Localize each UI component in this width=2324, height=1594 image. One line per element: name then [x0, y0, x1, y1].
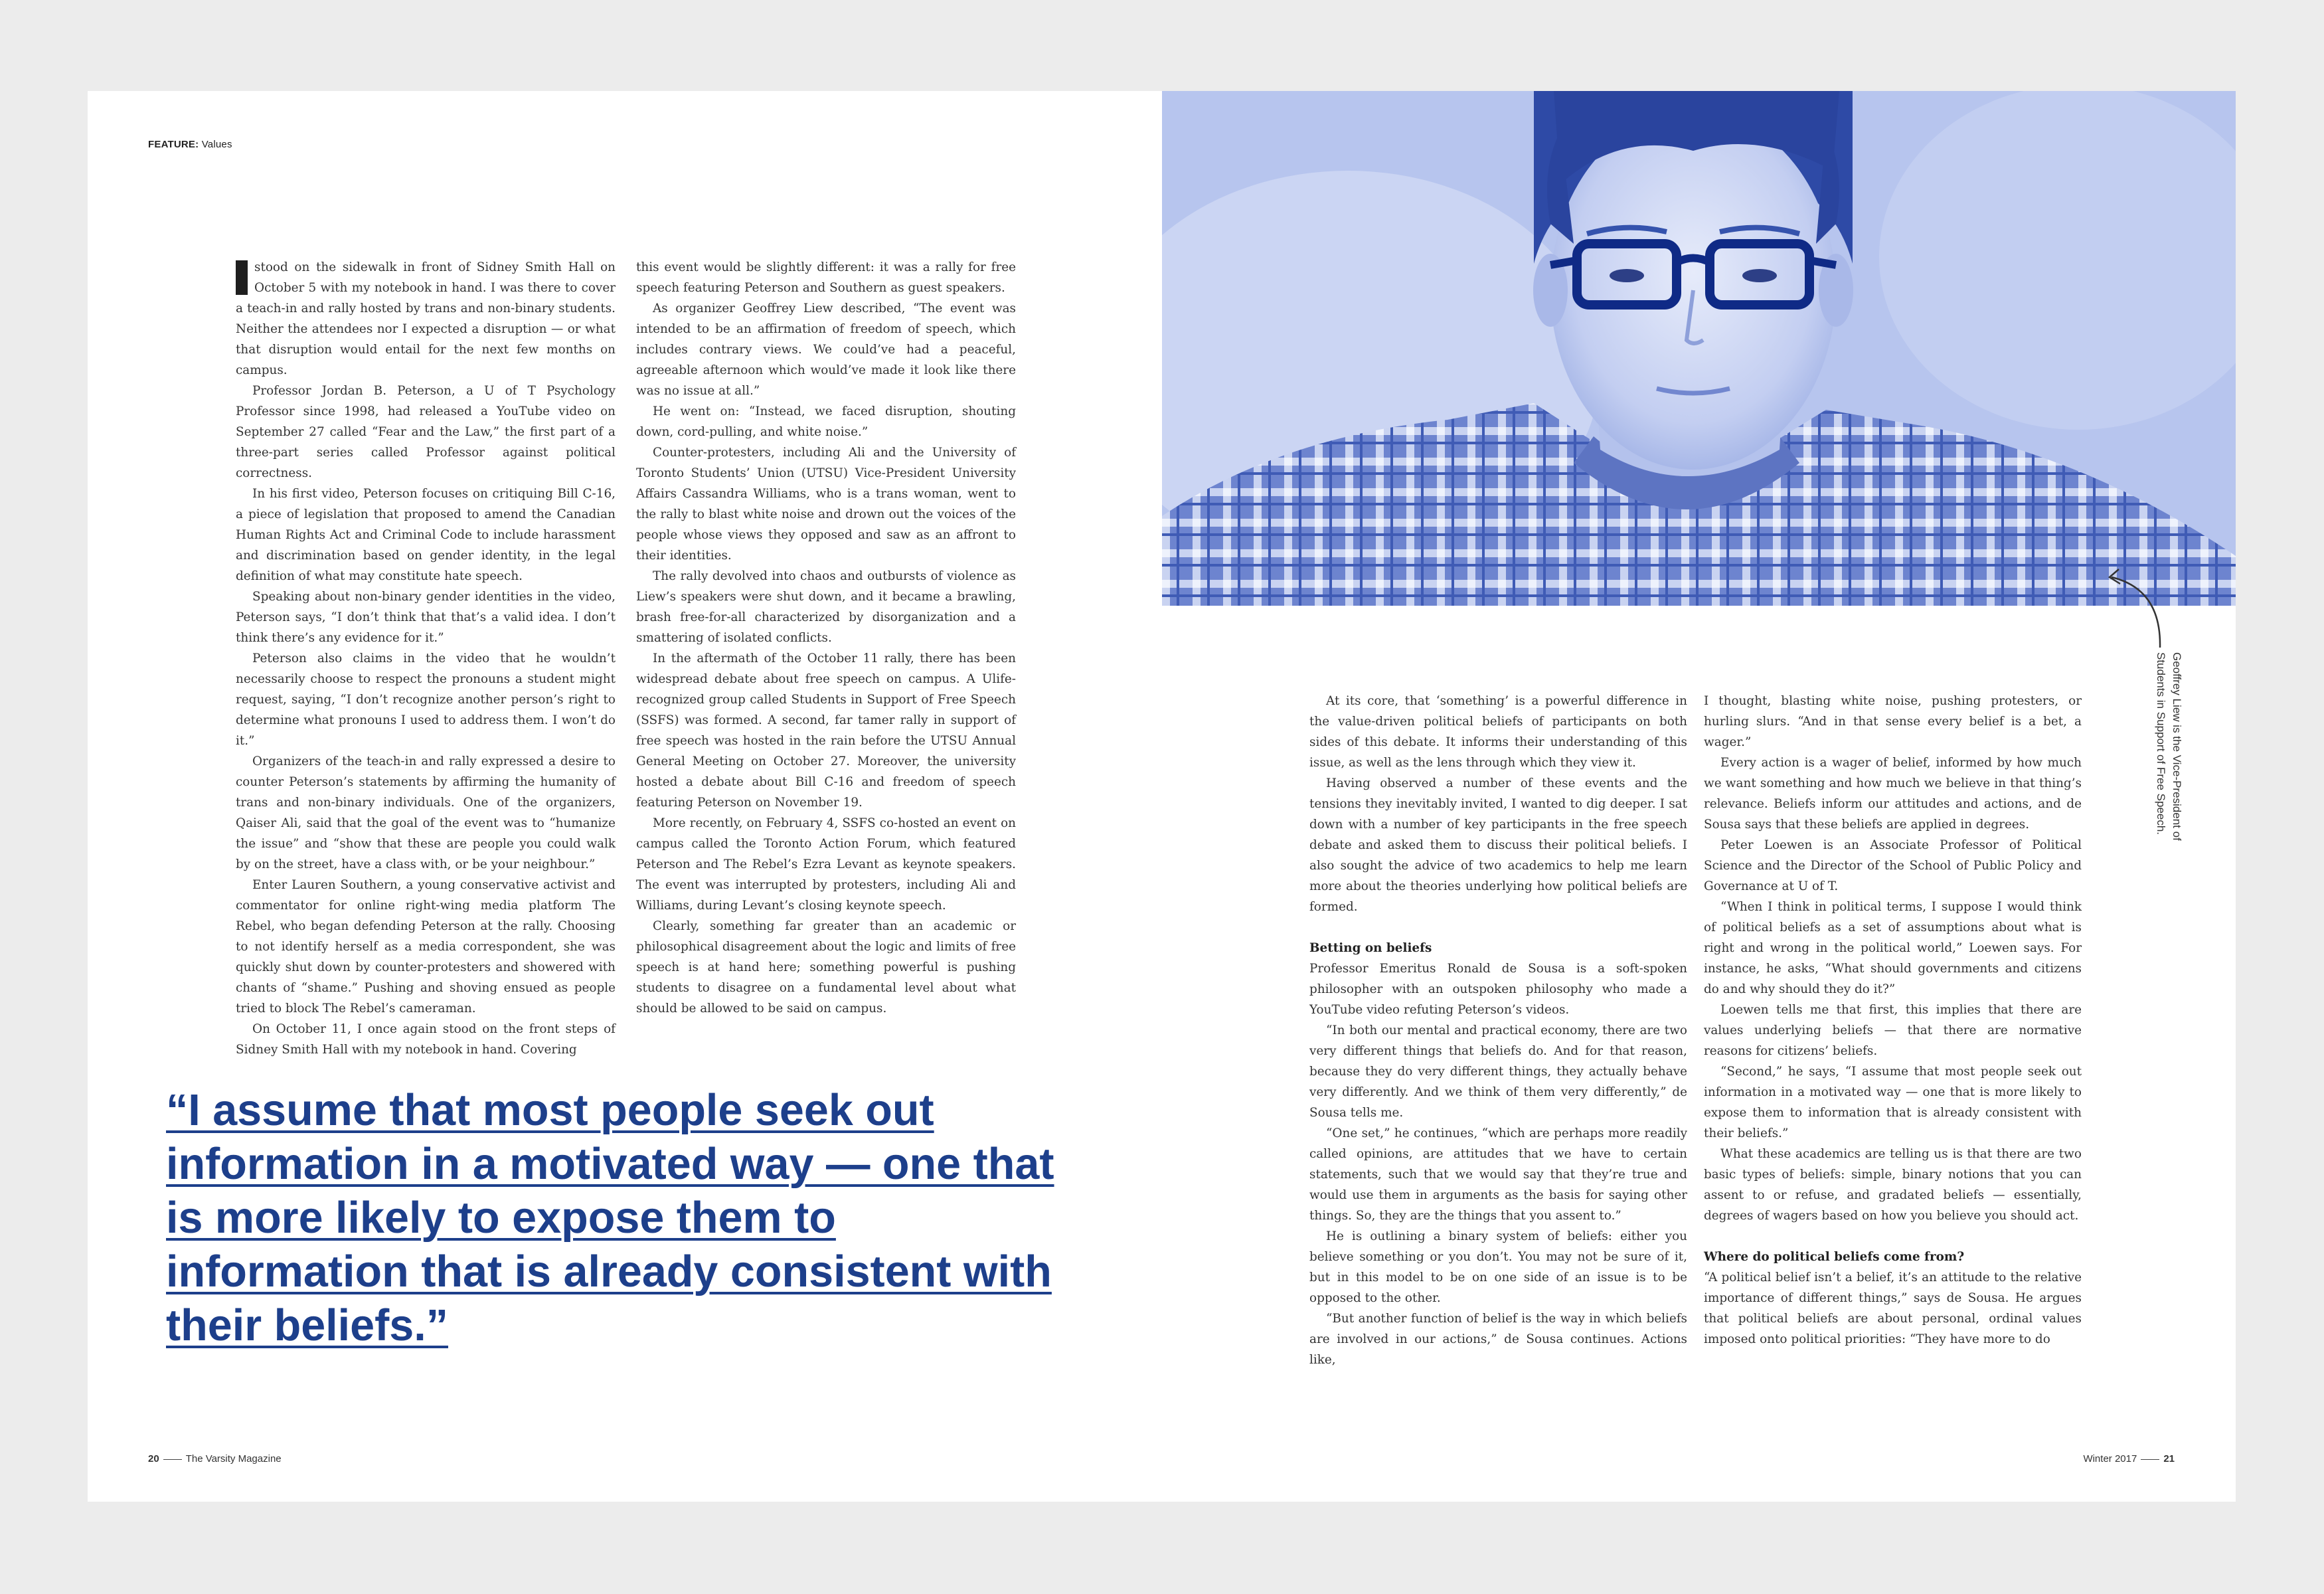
issue-label: Winter 2017: [2083, 1453, 2137, 1464]
paragraph-text: stood on the sidewalk in front of Sidney Smith Hall on October 5 with my notebook in hand. I was there to cover a teach-in and rally hosted by trans and non-binary students. Neither the attendees nor I expected a disruption — or what that disruption would entail for the next few months on campus.: [236, 260, 616, 377]
portrait-illustration: [1162, 91, 2236, 606]
paragraph: He went on: “Instead, we faced disruption, shouting down, cord-pulling, and white noise.”: [636, 404, 1016, 439]
paragraph: “But another function of belief is the way in which beliefs are involved in our actions,” de Sousa continues. Actions like,: [1309, 1312, 1687, 1367]
drop-cap: [236, 260, 248, 295]
footer-right: [2083, 1453, 2175, 1464]
paragraph: What these academics are telling us is that there are two basic types of beliefs: simple, binary notions that you can assent to or refuse, and gradated beliefs — essentially, degrees of wagers based on how you believe you should act.: [1704, 1147, 2082, 1223]
photo-caption: [2155, 652, 2185, 871]
paragraph: Professor Emeritus Ronald de Sousa is a soft-spoken philosopher with an outspoken philosophy who made a YouTube video refuting Peterson’s videos.: [1309, 962, 1687, 1017]
paragraph: Every action is a wager of belief, informed by how much we want something and how much we believe in that thing’s relevance. Beliefs inform our attitudes and actions, and de Sousa says that these beliefs are applied in degrees.: [1704, 756, 2082, 832]
paragraph: Loewen tells me that first, this implies that there are values underlying beliefs — that there are normative reasons for citizens’ beliefs.: [1704, 1003, 2082, 1058]
paragraph: “A political belief isn’t a belief, it’s an attitude to the relative importance of different things,” says de Sousa. He argues that political beliefs are about personal, ordinal values imposed onto political priorities: “They have more to do: [1704, 1271, 2082, 1346]
portrait-photo: [1162, 91, 2236, 606]
paragraph: Peterson also claims in the video that he wouldn’t necessarily choose to respect the pronouns a student might request, saying, “I don’t recognize another person’s right to determine what pronouns I used to address them. I won’t do it.”: [236, 652, 616, 748]
pull-quote: “I assume that most people seek out information in a motivated way — one that is more likely to expose them to information that is already consistent with their beliefs.”: [166, 1086, 1054, 1350]
paragraph: [236, 257, 616, 381]
right-page: [1162, 91, 2236, 1502]
page-number: 21: [2163, 1453, 2175, 1464]
paragraph: Professor Jordan B. Peterson, a U of T Psychology Professor since 1998, had released a YouTube video on September 27 called “Fear and the Law,” the first part of a three-part series called Professor against political correctness.: [236, 384, 616, 480]
publication-name: The Varsity Magazine: [185, 1453, 282, 1464]
paragraph: The rally devolved into chaos and outbursts of violence as Liew’s speakers were shut down, and it became a brawling, brash free-for-all characterized by disorganization and a smattering of isolated conflicts.: [636, 569, 1016, 645]
paragraph: At its core, that ‘something’ is a powerful difference in the value-driven political beliefs of participants on both sides of this debate. It informs their understanding of this issue, as well as the lens through which they view it.: [1309, 694, 1687, 770]
footer-rule: [2141, 1459, 2159, 1460]
section-tag: [148, 139, 232, 150]
footer-left: [148, 1453, 282, 1464]
paragraph: “In both our mental and practical economy, there are two very different things that beliefs do. And for that reason, because they do very different things, they actually behave very differently. And we think of them very differently,” de Sousa tells me.: [1309, 1023, 1687, 1120]
paragraph: He is outlining a binary system of beliefs: either you believe something or you don’t. You may not be sure of it, but in this model to be on one side of an issue is to be opposed to the other.: [1309, 1229, 1687, 1305]
paragraph: As organizer Geoffrey Liew described, “The event was intended to be an affirmation of freedom of speech, which includes contrary views. We could’ve had a peaceful, agreeable afternoon which would’ve made it look like there was no issue at all.”: [636, 302, 1016, 398]
footer-rule: [163, 1459, 182, 1460]
paragraph: Organizers of the teach-in and rally expressed a desire to counter Peterson’s statements by affirming the humanity of trans and non-binary individuals. One of the organizers, Qaiser Ali, said that the goal of the event was to “humanize the issue” and “show that these are people you could walk by on the street, have a class with, or be your neighbour.”: [236, 754, 616, 871]
caption-text: Geoffrey Liew is the Vice-President of Students in Support of Free Speech.: [2155, 652, 2183, 841]
page-number: 20: [148, 1453, 159, 1464]
subheading: Where do political beliefs come from?: [1704, 1250, 1965, 1264]
paragraph: More recently, on February 4, SSFS co-hosted an event on campus called the Toronto Action Forum, which featured Peterson and The Rebel’s Ezra Levant as keynote speakers. The event was interrupted by protesters, including Ali and Williams, during Levant’s closing keynote speech.: [636, 816, 1016, 913]
right-column-2: [1704, 691, 2082, 1350]
subheading: Betting on beliefs: [1309, 941, 1432, 955]
paragraph: Clearly, something far greater than an academic or philosophical disagreement about the logic and limits of free speech is at hand here; something powerful is pushing students to disagree on a fundamental level about what should be allowed to be said on campus.: [636, 919, 1016, 1016]
paragraph: “Second,” he says, “I assume that most people seek out information in a motivated way — one that is more likely to expose them to information that is already consistent with their beliefs.”: [1704, 1065, 2082, 1140]
paragraph: Peter Loewen is an Associate Professor of Political Science and the Director of the School of Public Policy and Governance at U of T.: [1704, 838, 2082, 893]
left-column-2: [636, 257, 1016, 1019]
paragraph: On October 11, I once again stood on the front steps of Sidney Smith Hall with my notebook in hand. Covering: [236, 1022, 616, 1057]
left-page: [88, 91, 1162, 1502]
paragraph: “One set,” he continues, “which are perhaps more readily called opinions, are attitudes that we have to certain statements, such that we would say that they’re true and would use them in arguments as the basis for saying other things. So, they are the things that you assent to.”: [1309, 1126, 1687, 1223]
paragraph: Having observed a number of these events and the tensions they inevitably invited, I wanted to dig deeper. I sat down with a number of key participants in the free speech debate and asked them to discuss their political beliefs. I also sought the advice of two academics to help me learn more about the theories underlying how political beliefs are formed.: [1309, 776, 1687, 914]
left-column-1: [236, 257, 616, 1060]
paragraph: Speaking about non-binary gender identities in the video, Peterson says, “I don’t think that that’s a valid idea. I don’t think there’s any evidence for it.”: [236, 590, 616, 645]
paragraph: “When I think in political terms, I suppose I would think of political beliefs as a set of assumptions about what is right and wrong in the political world,” Loewen says. For instance, he asks, “What should governments and citizens do and why should they do it?”: [1704, 900, 2082, 996]
right-column-1: [1309, 691, 1687, 1370]
magazine-spread: [88, 91, 2236, 1502]
paragraph: I thought, blasting white noise, pushing protesters, or hurling slurs. “And in that sense every belief is a bet, a wager.”: [1704, 694, 2082, 749]
paragraph: In the aftermath of the October 11 rally, there has been widespread debate about free speech on campus. A Ulife-recognized group called Students in Support of Free Speech (SSFS) was formed. A second, far tamer rally in support of free speech was hosted in the rain before the UTSU Annual General Meeting on October 27. Moreover, the university hosted a debate about Bill C-16 and freedom of speech featuring Peterson on November 19.: [636, 652, 1016, 810]
section-label: FEATURE:: [148, 139, 199, 150]
paragraph: this event would be slightly different: it was a rally for free speech featuring Peterson and Southern as guest speakers.: [636, 260, 1016, 295]
paragraph: Enter Lauren Southern, a young conservative activist and commentator for online right-wing media platform The Rebel, who began defending Peterson at the rally. Choosing to not identify herself as a media correspondent, she was quickly shut down by counter-protesters and showered with chants of “shame.” Pushing and shoving ensued as people tried to block The Rebel’s cameraman.: [236, 878, 616, 1016]
paragraph: Counter-protesters, including Ali and the University of Toronto Students’ Union (UTSU) Vice-President University Affairs Cassandra Williams, who is a trans woman, went to the rally to blast white noise and drown out the voices of the people whose views they opposed and saw as an affront to their identities.: [636, 446, 1016, 563]
section-value: Values: [201, 139, 232, 150]
caption-arrow-icon: [2075, 549, 2168, 649]
paragraph: In his first video, Peterson focuses on critiquing Bill C-16, a piece of legislation that proposed to amend the Canadian Human Rights Act and Criminal Code to include harassment and discrimination based on gender identity, in the legal definition of what may constitute hate speech.: [236, 487, 616, 583]
